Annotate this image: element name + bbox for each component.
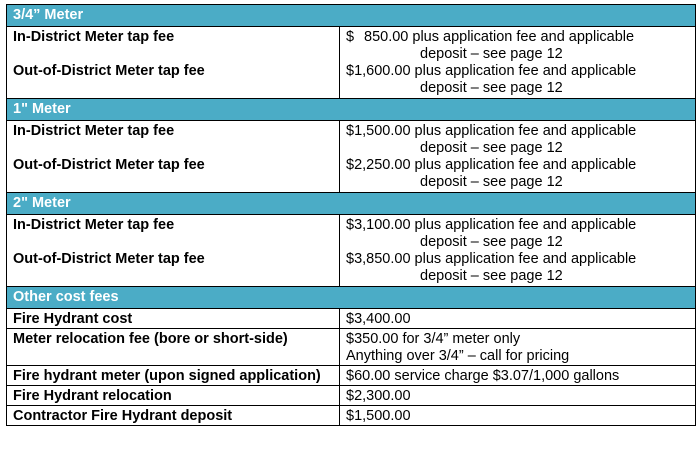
fee-value: $60.00 service charge $3.07/1,000 gallons [340,366,696,386]
table-row [7,63,696,99]
fee-value [340,27,696,64]
fee-label: Out-of-District Meter tap fee [7,251,340,287]
fee-value [340,157,696,193]
fee-value [340,251,696,287]
fee-value: $1,500.00 [340,406,696,426]
fee-value-line-2: Anything over 3/4” – call for pricing [346,348,570,364]
table-row [7,309,696,329]
section-header-3-4-meter [7,5,696,27]
fee-note-continued: deposit – see page 12 [420,140,563,156]
fee-note-continued: deposit – see page 12 [420,234,563,250]
fee-value-line-1: $350.00 for 3/4” meter only [346,331,521,347]
section-heading: 1" Meter [7,99,696,121]
fee-value [340,329,696,366]
fee-amount: $1,600.00 [346,63,411,79]
fee-note-continued: deposit – see page 12 [420,46,563,62]
section-heading: Other cost fees [7,287,696,309]
fee-amount: 850.00 [364,29,409,45]
fee-label: Fire hydrant meter (upon signed application) [7,366,340,386]
fee-note: plus application fee and applicable [414,157,637,173]
table-row [7,251,696,287]
fee-label: Fire Hydrant relocation [7,386,340,406]
fee-label: Meter relocation fee (bore or short-side) [7,329,340,366]
fee-value: $3,400.00 [340,309,696,329]
fee-label: In-District Meter tap fee [7,27,340,64]
fee-note: plus application fee and applicable [414,123,637,139]
table-row [7,329,696,366]
fee-label: Out-of-District Meter tap fee [7,157,340,193]
table-row [7,215,696,252]
fee-value: $2,300.00 [340,386,696,406]
table-row [7,406,696,426]
fee-table [6,4,696,426]
fee-note-continued: deposit – see page 12 [420,268,563,284]
section-header-1-meter [7,99,696,121]
table-row [7,157,696,193]
table-row [7,121,696,158]
section-heading: 3/4” Meter [7,5,696,27]
table-row [7,27,696,64]
fee-label: In-District Meter tap fee [7,121,340,158]
fee-label: Contractor Fire Hydrant deposit [7,406,340,426]
fee-note: plus application fee and applicable [414,251,637,267]
fee-label: In-District Meter tap fee [7,215,340,252]
fee-note: plus application fee and applicable [414,217,637,233]
fee-schedule [6,4,695,426]
fee-amount: $1,500.00 [346,123,411,139]
fee-value [340,63,696,99]
table-row [7,386,696,406]
fee-note: plus application fee and applicable [414,63,637,79]
fee-amount: $2,250.00 [346,157,411,173]
section-header-other-cost-fees [7,287,696,309]
currency-symbol: $ [346,29,355,45]
fee-amount: $3,100.00 [346,217,411,233]
fee-value [340,121,696,158]
fee-value [340,215,696,252]
fee-note-continued: deposit – see page 12 [420,174,563,190]
fee-label: Fire Hydrant cost [7,309,340,329]
table-row [7,366,696,386]
section-heading: 2" Meter [7,193,696,215]
section-header-2-meter [7,193,696,215]
fee-label: Out-of-District Meter tap fee [7,63,340,99]
fee-amount: $3,850.00 [346,251,411,267]
fee-note: plus application fee and applicable [412,29,635,45]
fee-note-continued: deposit – see page 12 [420,80,563,96]
